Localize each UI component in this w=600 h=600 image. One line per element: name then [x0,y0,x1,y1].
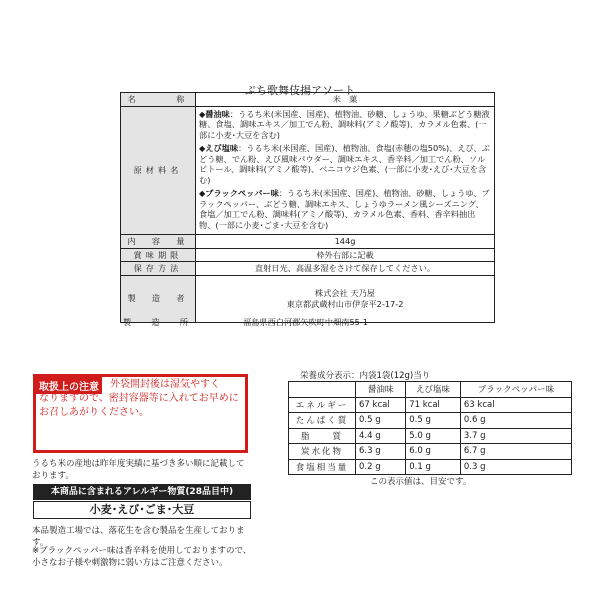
nutrition-value: 67 kcal [356,397,406,413]
notice-head: 取扱上の注意 [36,377,102,394]
content-value: 144g [196,235,495,249]
product-title: ぷち歌舞伎揚アソート [245,84,355,97]
nutrition-value: 5.0 g [406,428,461,444]
nutrition-label: 食塩相当量 [289,459,356,475]
storage-row [121,262,495,276]
storage-label: 保存方法 [121,262,196,276]
nutrition-row [289,413,572,429]
factory-note: 本品製造工場では、落花生を含む製品を生産しております。 [32,526,245,548]
nutrition-caption: 栄養成分表示：内袋1袋(12g)当り [300,371,431,381]
maker-label: 製 造 者 [121,275,196,322]
ingredients-row [121,106,495,235]
expiry-row [121,248,495,262]
nutrition-value: 4.4 g [356,428,406,444]
allergy-list: 小麦･えび･ごま･大豆 [33,501,251,519]
nutrition-label: たんぱく質 [289,413,356,429]
plant-label: 製 造 所 [123,317,194,327]
notice-line2: なりますので、密封容器等に入れてお早めにお召しあがりください。 [39,393,239,418]
content-row [121,235,495,249]
expiry-value: 枠外右部に記載 [196,248,495,262]
nutrition-value: 0.5 g [406,413,461,429]
nutrition-header-row [289,382,572,398]
nutrition-value: 71 kcal [406,397,461,413]
nutrition-value: 6.3 g [356,444,406,460]
nutrition-label: エネルギー [289,397,356,413]
ingredient-shoyu: ◆醤油味：うるち米(米国産、国産)、植物油、砂糖、しょうゆ、果糖ぶどう糖液糖、食塩、調味エキス／加工でん粉、調味料(アミノ酸等)、カラメル色素、(一部に小麦･大豆を含む) [199,108,490,140]
nutrition-header-blank [289,382,356,398]
nutrition-value: 3.7 g [460,428,571,444]
nutrition-note: この表示値は、目安です。 [370,477,472,487]
nutrition-header-ebi: えび塩味 [406,382,461,398]
expiry-label: 賞味期限 [121,248,196,262]
name-value: 米 菓 [196,93,495,107]
nutrition-header-pepper: ブラックペッパー味 [460,382,571,398]
origin-text: うるち米の産地は昨年度実績に基づき多い順に記載しております。 [32,459,245,481]
nutrition-value: 0.3 g [460,459,571,475]
maker-name: 株式会社 天乃屋 [315,288,375,298]
nutrition-value: 0.5 g [356,413,406,429]
nutrition-value: 0.2 g [356,459,406,475]
name-row [121,93,495,107]
nutrition-row [289,444,572,460]
content-label: 内 容 量 [121,235,196,249]
maker-value [196,275,495,322]
ingredients-label: 原材料名 [121,106,196,235]
allergy-heading: 本商品に含まれるアレルギー物質(28品目中) [33,484,251,500]
plant-value: 福島県西白河郡矢吹町中畑南55-1 [243,317,369,327]
nutrition-label: 炭水化物 [289,444,356,460]
nutrition-value: 6.0 g [406,444,461,460]
ingredient-ebi: ◆えび塩味：うるち米(米国産、国産)、植物油、食塩(赤穂の塩50%)、えび、ぶどう糖、でん粉、えび風味パウダー、調味エキス、香辛料／加工でん粉、ソルビトール、調味料(アミノ酸等)、ベニコウジ色素、(一部に小麦･えび･大豆を含む) [199,143,490,185]
nutrition-value: 63 kcal [460,397,571,413]
nutrition-header-shoyu: 醤油味 [356,382,406,398]
nutrition-label: 脂 質 [289,428,356,444]
nutrition-value: 0.6 g [460,413,571,429]
pepper-note: ※ブラックペッパー味は香辛料を使用しておりますので、小さなお子様や刺激物に弱い方はご注意ください。 [32,546,252,568]
nutrition-table [288,381,572,475]
handling-notice [33,374,248,453]
ingredients-value [196,106,495,235]
storage-value: 直射日光、高温多湿をさけて保存してください。 [196,262,495,276]
label-table [120,92,495,323]
ingredient-pepper: ◆ブラックペッパー味：うるち米(米国産、国産)、植物油、砂糖、しょうゆ、ブラックペッパー、ぶどう糖、調味エキス、しょうゆラーメン風シーズニング、食塩／加工でん粉、調味料(アミノ酸等)、カラメル色素、香料、香辛料抽出物、(一部に小麦･ごま･大豆を含む) [199,188,490,230]
nutrition-row [289,397,572,413]
nutrition-value: 6.7 g [460,444,571,460]
notice-line1: 外袋開封後は湿気やすく [110,379,220,390]
maker-row [121,275,495,322]
maker-address: 東京都武蔵村山市伊奈平2-17-2 [286,298,404,309]
nutrition-value: 0.1 g [406,459,461,475]
nutrition-row [289,428,572,444]
nutrition-row [289,459,572,475]
name-label: 名 称 [121,93,196,107]
